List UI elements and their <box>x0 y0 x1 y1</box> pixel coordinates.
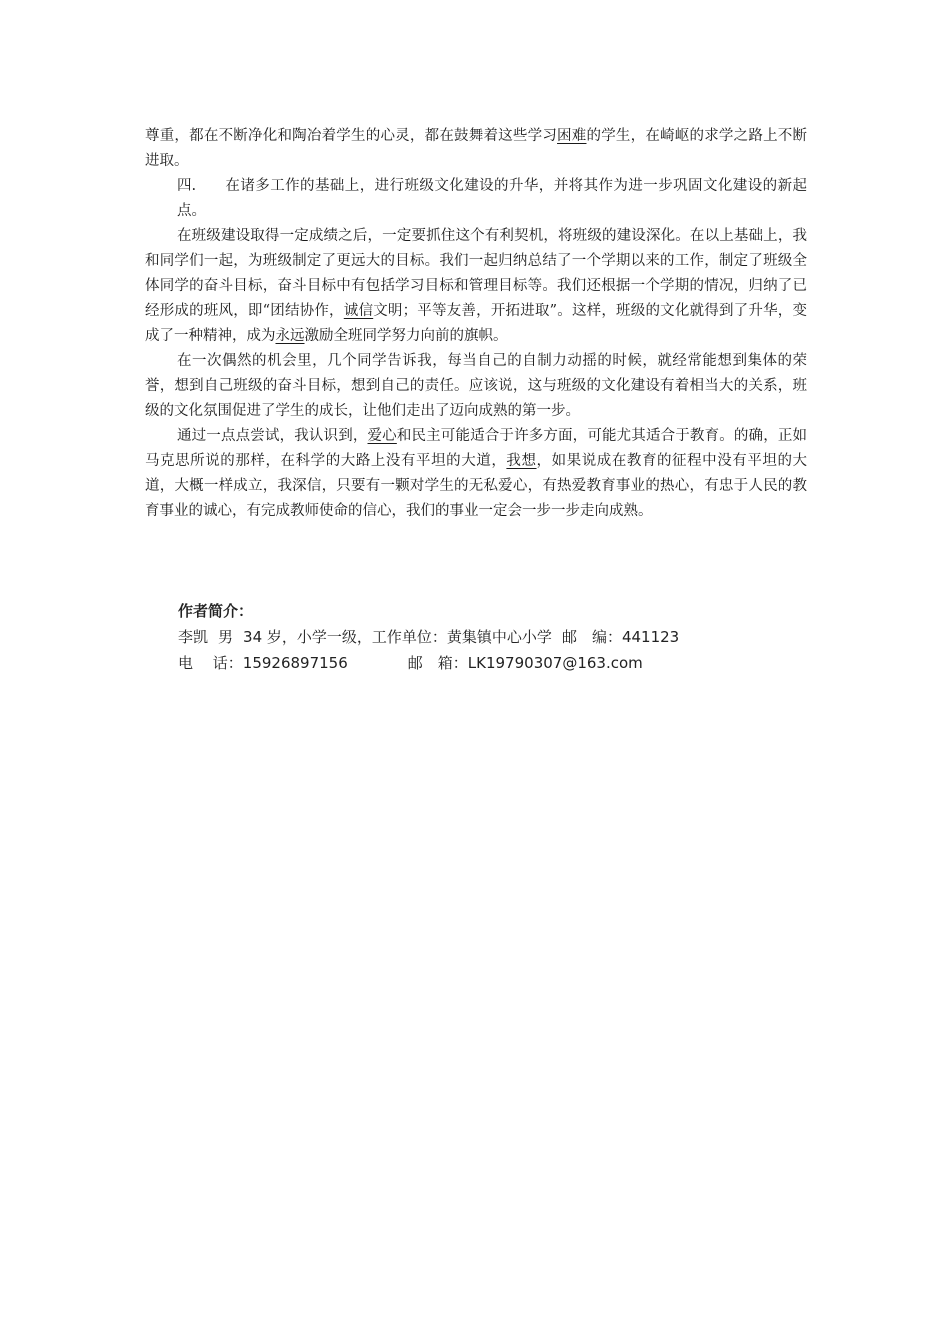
text-segment: 文明；平等友善，开拓进取”。这样，班级的文化就得到了升华，变成了一种精神，成为 <box>145 303 807 344</box>
work-unit: 黄集镇中心小学 <box>446 628 552 646</box>
hyperlink-woxiang[interactable]: 我想 <box>506 453 537 469</box>
author-name: 李凯 <box>178 628 209 646</box>
section-heading-4 <box>145 174 807 224</box>
paragraph-intro <box>145 124 807 174</box>
email-label: 邮 箱： <box>407 654 468 672</box>
paragraph-goals <box>145 224 807 349</box>
text-segment: 和民主可能适合于许多方面，可能尤其适合于教育。的确，正如马克思所说的那样，在科学的大路上没有平坦的大道， <box>145 428 808 469</box>
postcode: 441123 <box>621 628 680 646</box>
author-bio-title: 作者简介： <box>178 602 254 620</box>
author-bio <box>178 598 818 676</box>
author-info-line <box>178 624 818 650</box>
author-gender: 男 <box>218 628 234 646</box>
paragraph-honor: 在一次偶然的机会里，几个同学告诉我，每当自己的自制力动摇的时候，就经常能想到集体的荣誉，想到自己班级的奋斗目标，想到自己的责任。应该说，这与班级的文化建设有着相当大的关系，班级的文化氛围促进了学生的成长，让他们走出了迈向成熟的第一步。 <box>145 353 807 419</box>
work-unit-label: 工作单位： <box>371 628 447 646</box>
article-body <box>145 124 807 524</box>
hyperlink-chengxin[interactable]: 诚信 <box>343 303 374 319</box>
paragraph-conclusion <box>145 424 807 524</box>
section-number: 四. <box>177 178 197 194</box>
email-address[interactable]: LK19790307@163.com <box>467 654 643 672</box>
postcode-label: 邮 编： <box>561 628 622 646</box>
text-segment: 的学生，在崎岖的求学之路上不断进取。 <box>145 128 808 169</box>
hyperlink-aixin[interactable]: 爱心 <box>367 428 397 444</box>
hyperlink-yongyuan[interactable]: 永远 <box>275 328 305 344</box>
hyperlink-kunnan[interactable]: 困难 <box>557 128 587 144</box>
phone-number: 15926897156 <box>242 654 348 672</box>
author-age: 34 岁， <box>243 628 297 646</box>
text-segment: 激励全班同学努力向前的旗帜。 <box>304 328 508 344</box>
phone-label: 电 话： <box>178 654 243 672</box>
text-segment: 通过一点点尝试，我认识到， <box>177 428 368 444</box>
author-contact-line <box>178 650 818 676</box>
text-segment: ，如果说成在教育的征程中没有平坦的大道，大概一样成立，我深信，只要有一颗对学生的无私爱心，有热爱教育事业的热心，有忠于人民的教育事业的诚心，有完成教师使命的信心，我们的事业一定会一步一步走向成熟。 <box>145 453 808 519</box>
text-segment: 尊重，都在不断净化和陶冶着学生的心灵，都在鼓舞着这些学习 <box>145 128 558 144</box>
author-grade: 小学一级， <box>296 628 372 646</box>
text-segment: 在班级建设取得一定成绩之后，一定要抓住这个有利契机，将班级的建设深化。在以上基础上，我和同学们一起，为班级制定了更远大的目标。我们一起归纳总结了一个学期以来的工作，制定了班级全体同学的奋斗目标，奋斗目标中有包括学习目标和管理目标等。我们还根据一个学期的情况，归纳了已经形成的班风，即“团结协作， <box>145 228 807 319</box>
section-heading-text: 在诸多工作的基础上，进行班级文化建设的升华，并将其作为进一步巩固文化建设的新起点。 <box>177 178 807 219</box>
